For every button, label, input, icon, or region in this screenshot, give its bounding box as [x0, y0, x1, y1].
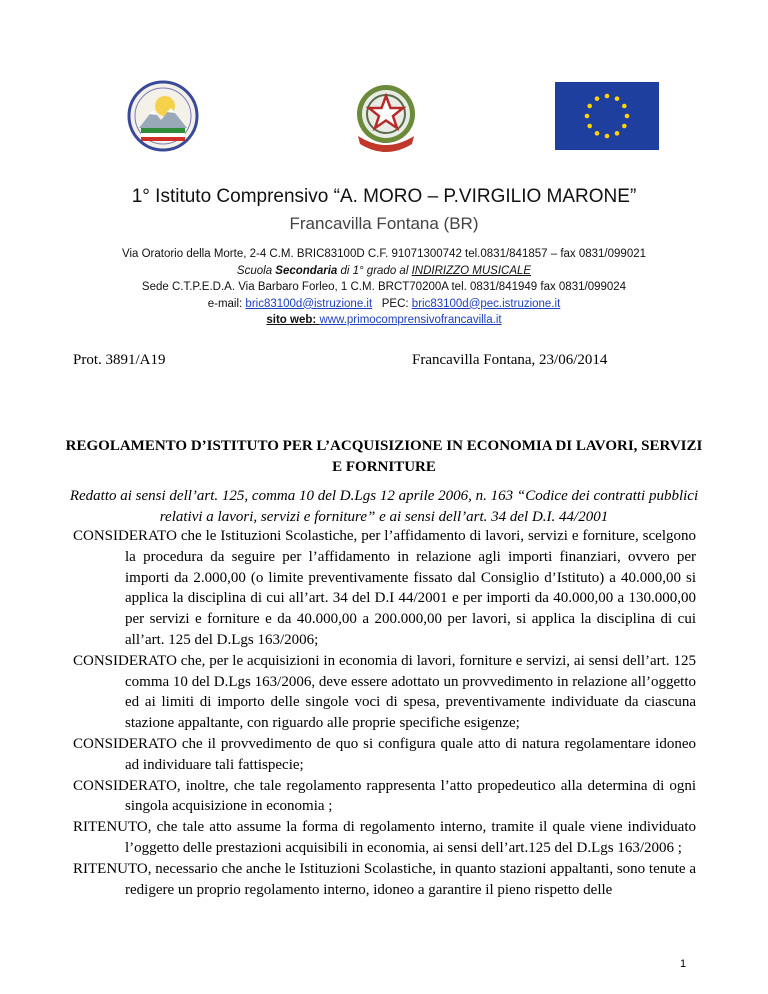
school-name-heading: 1° Istituto Comprensivo “A. MORO – P.VIRGILIO MARONE”	[131, 186, 637, 207]
paragraph: CONSIDERATO che le Istituzioni Scolastiche, per l’affidamento di lavori, servizi e forniture, scelgono la procedura da seguire per l’affidamento in relazione agli importi finanziari, ovvero per importi da 2.000,00 (o limite preventivamente fissato dal Consiglio d’Istituto) a 40.000,00 si applica la disciplina di cui all’art. 34 del D.I 44/2001 e per importi da 40.000,00 a 130.000,00 per servizi e forniture e da 40.000,00 a 200.000,00 per lavori, si applica la disciplina di cui all’art. 125 del D.Lgs 163/2006;	[73, 528, 696, 648]
email-line	[0, 296, 768, 313]
document-title: REGOLAMENTO D’ISTITUTO PER L’ACQUISIZIONE IN ECONOMIA DI LAVORI, SERVIZI E FORNITURE	[65, 438, 703, 475]
eu-star-icon	[615, 131, 620, 136]
pec-label: PEC:	[372, 297, 412, 310]
school-type-prefix: Scuola	[236, 264, 276, 277]
paragraph: CONSIDERATO, inoltre, che tale regolamento rappresenta l’atto propedeutico alla determina di ogni singola acquisizione in economia ;	[73, 777, 696, 815]
pec-link[interactable]: bric83100d@pec.istruzione.it	[411, 297, 561, 310]
paragraph: CONSIDERATO che, per le acquisizioni in economia di lavori, forniture e servizi, ai sensi dell’art. 125 comma 10 del D.Lgs 163/2006, deve essere adottato un provvedimento in relazione all’oggetto ed ai limiti di importo delle singole voci di spesa, preventivamente individuate da ciascuna stazione appaltante, con riguardo alle proprie specifiche esigenze;	[73, 652, 696, 732]
european-union-flag	[555, 82, 659, 150]
eu-star-icon	[615, 96, 620, 101]
eu-star-icon	[605, 94, 610, 99]
website-label: sito web	[266, 314, 313, 326]
address-line: Via Oratorio della Morte, 2-4 C.M. BRIC83100D C.F. 91071300742 tel.0831/841857 – fax 0831/099021	[121, 248, 647, 260]
website-colon: :	[312, 314, 320, 326]
eu-star-icon	[595, 96, 600, 101]
paragraph: RITENUTO, necessario che anche le Istituzioni Scolastiche, in quanto stazioni appaltanti, sono tenute a redigere un proprio regolamento interno, idoneo a garantire il pieno rispetto delle	[73, 860, 696, 898]
page-number: 1	[680, 958, 687, 970]
school-type-underline: INDIRIZZO MUSICALE	[411, 264, 532, 277]
document-date: Francavilla Fontana, 23/06/2014	[412, 352, 608, 368]
email-link[interactable]: bric83100d@istruzione.it	[245, 297, 373, 310]
paragraph: CONSIDERATO che il provvedimento de quo si configura quale atto di natura regolamentare idoneo ad individuare tali fattispecie;	[73, 735, 696, 773]
ctp-address-line: Sede C.T.P.E.D.A. Via Barbaro Forleo, 1 C.M. BRCT70200A tel. 0831/841949 fax 0831/099024	[141, 281, 627, 293]
eu-star-icon	[585, 114, 590, 119]
eu-star-icon	[587, 124, 592, 129]
protocol-number: Prot. 3891/A19	[73, 352, 166, 368]
school-emblem-logo	[127, 80, 199, 152]
school-type-line	[0, 263, 768, 280]
email-label: e-mail:	[207, 297, 246, 310]
eu-star-icon	[622, 104, 627, 109]
eu-star-icon	[625, 114, 630, 119]
eu-star-icon	[605, 134, 610, 139]
eu-star-icon	[595, 131, 600, 136]
logo-row	[0, 78, 768, 158]
school-type-bold: Secondaria	[275, 264, 338, 277]
website-line	[0, 312, 768, 329]
eu-star-icon	[587, 104, 592, 109]
document-body	[73, 526, 696, 900]
document-subtitle: Redatto ai sensi dell’art. 125, comma 10 del D.Lgs 12 aprile 2006, n. 163 “Codice dei contratti pubblici relativi a lavori, servizi e forniture” e ai sensi dell’art. 34 del D.I. 44/2001	[69, 488, 699, 525]
paragraph: RITENUTO, che tale atto assume la forma di regolamento interno, tramite il quale viene individuato l’oggetto delle prestazioni acquisibili in economia, ai sensi dell’art.125 del D.Lgs 163/2006 ;	[73, 819, 696, 856]
contact-block	[0, 246, 768, 329]
school-type-mid: di 1° grado al	[337, 264, 412, 277]
italian-republic-emblem	[352, 78, 420, 158]
school-city: Francavilla Fontana (BR)	[289, 214, 479, 233]
website-link[interactable]: www.primocomprensivofrancavilla.it	[319, 314, 502, 326]
eu-star-icon	[622, 124, 627, 129]
